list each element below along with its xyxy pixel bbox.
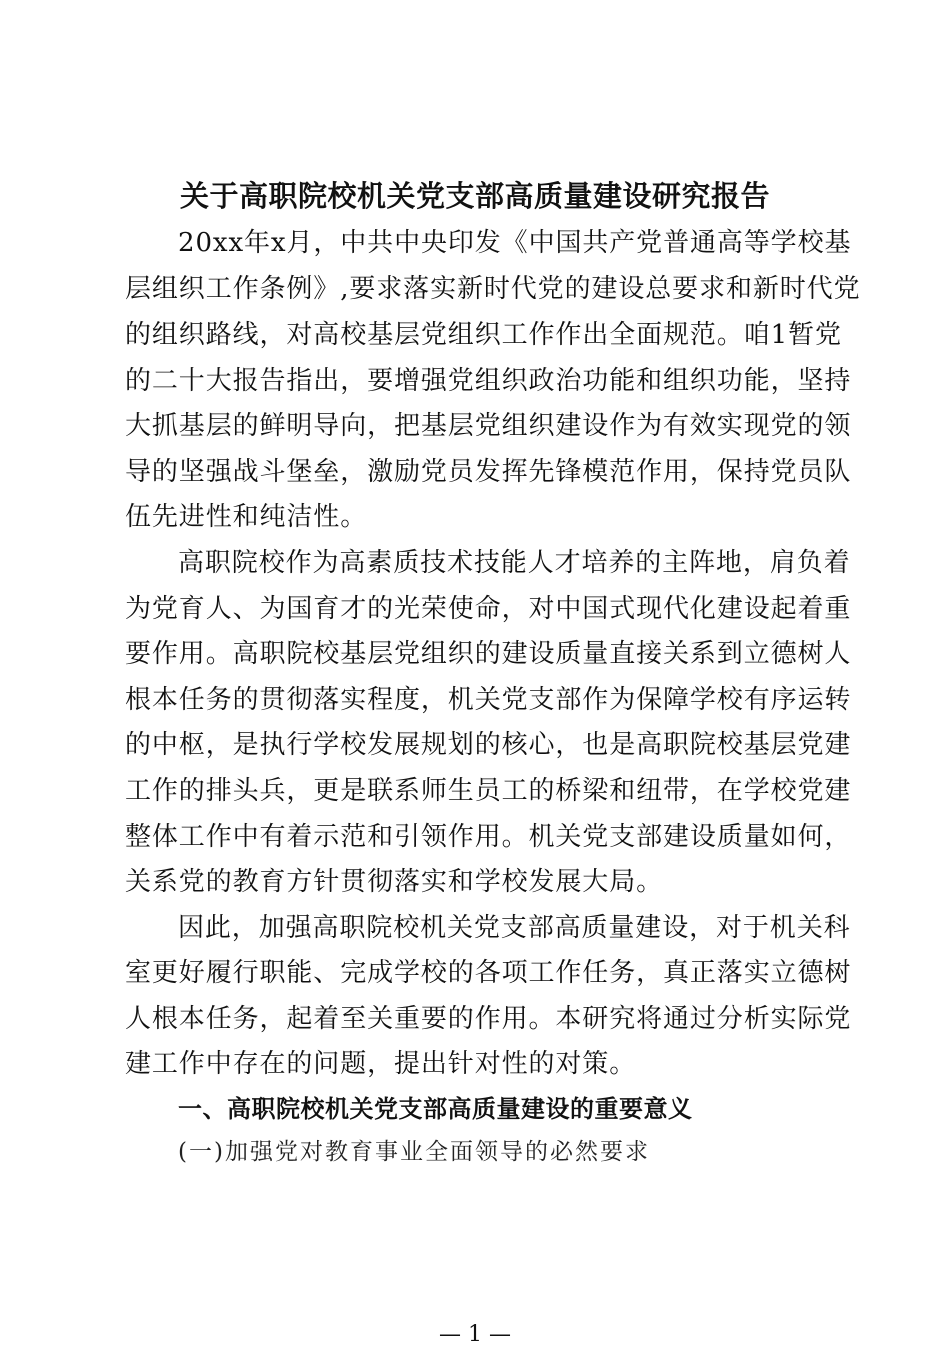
- paragraph-line: 的组织路线，对高校基层党组织工作作出全面规范。咱1暂党: [125, 320, 842, 350]
- paragraph-line: 伍先进性和纯洁性。: [125, 502, 368, 532]
- paragraph-line: 导的坚强战斗堡垒，激励党员发挥先锋模范作用，保持党员队: [125, 457, 852, 487]
- document-title: 关于高职院校机关党支部高质量建设研究报告: [179, 179, 770, 213]
- paragraph-line: 层组织工作条例》,要求落实新时代党的建设总要求和新时代党: [125, 274, 861, 304]
- section-heading: 一、高职院校机关党支部高质量建设的重要意义: [178, 1095, 693, 1123]
- paragraph-line: 因此，加强高职院校机关党支部高质量建设，对于机关科: [178, 913, 851, 943]
- subsection-heading: (一)加强党对教育事业全面领导的必然要求: [178, 1139, 650, 1165]
- paragraph-line: 要作用。高职院校基层党组织的建设质量直接关系到立德树人: [125, 639, 852, 669]
- paragraph-line: 建工作中存在的问题，提出针对性的对策。: [125, 1049, 637, 1079]
- paragraph-line: 室更好履行职能、完成学校的各项工作任务，真正落实立德树: [125, 958, 852, 988]
- paragraph-line: 整体工作中有着示范和引领作用。机关党支部建设质量如何，: [125, 822, 852, 852]
- paragraph-line: 的二十大报告指出，要增强党组织政治功能和组织功能，坚持: [125, 366, 852, 396]
- page-number: — 1 —: [439, 1322, 511, 1347]
- paragraph-line: 20xx年x月，中共中央印发《中国共产党普通高等学校基: [178, 228, 852, 258]
- paragraph-line: 大抓基层的鲜明导向，把基层党组织建设作为有效实现党的领: [125, 411, 852, 441]
- paragraph-line: 高职院校作为高素质技术技能人才培养的主阵地，肩负着: [178, 548, 851, 578]
- paragraph-line: 的中枢，是执行学校发展规划的核心，也是高职院校基层党建: [125, 730, 852, 760]
- paragraph-line: 关系党的教育方针贯彻落实和学校发展大局。: [125, 867, 664, 897]
- paragraph-line: 工作的排头兵，更是联系师生员工的桥梁和纽带，在学校党建: [125, 776, 852, 806]
- paragraph-line: 人根本任务，起着至关重要的作用。本研究将通过分析实际党: [125, 1004, 852, 1034]
- paragraph-line: 根本任务的贯彻落实程度，机关党支部作为保障学校有序运转: [125, 685, 852, 715]
- paragraph-line: 为党育人、为国育才的光荣使命，对中国式现代化建设起着重: [125, 594, 852, 624]
